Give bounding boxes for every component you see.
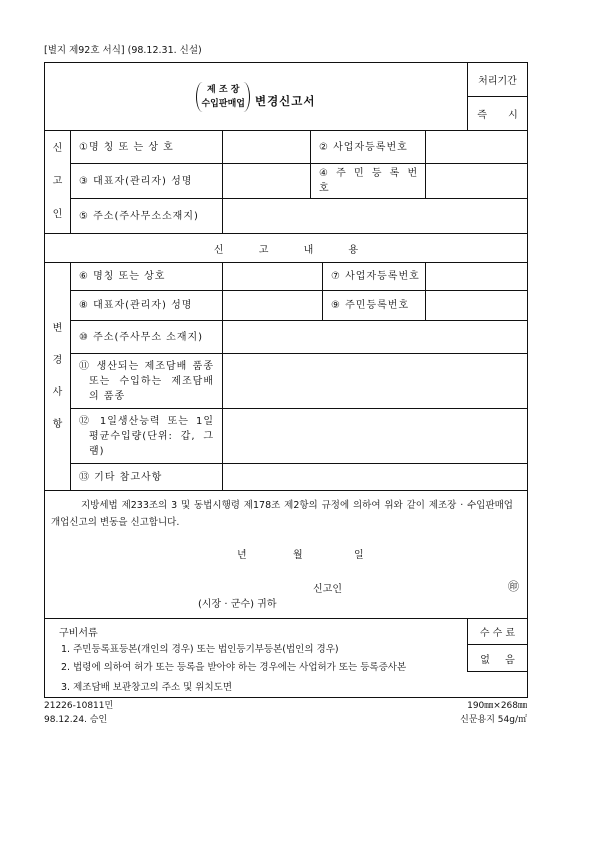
- form-header-note: [별지 제92호 서식] (98.12.31. 신설): [44, 45, 202, 56]
- changes-name-value: [222, 262, 323, 291]
- reporter-rrn-label: ④ 주 민 등 록 번 호: [310, 163, 426, 199]
- fee-label: 수 수 료: [479, 628, 516, 639]
- processing-period-label-cell: [467, 62, 528, 97]
- changes-rrn-value: [425, 290, 528, 321]
- changes-address-label: ⑩ 주소(주사무소 소재지): [70, 320, 223, 354]
- changes-remarks-value: [222, 463, 528, 491]
- changes-section-char: 변: [52, 322, 63, 334]
- fee-label-cell: [467, 618, 528, 645]
- changes-biz-no-label: ⑦ 사업자등록번호: [322, 262, 426, 291]
- changes-product-label: ⑪ 생산되는 제조담배 품종 또는 수입하는 제조담배의 품종: [79, 360, 214, 402]
- seal-icon: ㊞: [508, 580, 519, 593]
- required-document-item: 3. 제조담배 보관창고의 주소 및 위치도면: [61, 682, 232, 693]
- reporter-section-char: 고: [52, 176, 63, 187]
- paper-type: 신문용지 54g/㎡: [460, 715, 527, 725]
- form-number: 21226-10811민: [44, 701, 114, 711]
- content-heading-cell: [44, 233, 528, 263]
- declaration-statement: 지방세법 제233조의 3 및 동법시행령 제178조 제2항의 규정에 의하여 위와 같이 제조장 · 수입판매업 개업신고의 변동을 신고합니다.: [51, 500, 513, 528]
- changes-product-label-cell: [70, 353, 223, 409]
- fee-value: 없 음: [480, 654, 515, 666]
- title-main: 변경신고서: [254, 93, 316, 108]
- required-document-item: 2. 법령에 의하여 허가 또는 등록을 받아야 하는 경우에는 사업허가 또는 등록증사본: [61, 662, 407, 673]
- reporter-signature-label: 신고인: [313, 584, 342, 595]
- processing-period-value: 즉 시: [477, 110, 518, 121]
- addressee: (시장 · 군수) 귀하: [198, 599, 277, 610]
- reporter-name-value: [222, 130, 311, 164]
- changes-section-label: [44, 262, 71, 491]
- required-document-item: 1. 주민등록표등본(개인의 경우) 또는 법인등기부등본(법인의 경우): [61, 644, 339, 655]
- reporter-representative-value: [222, 163, 311, 199]
- changes-remarks-label: ⑬ 기타 참고사항: [70, 463, 223, 491]
- required-documents-section: [44, 618, 528, 698]
- reporter-biz-no-label: ② 사업자등록번호: [310, 130, 426, 164]
- changes-capacity-value: [222, 408, 528, 464]
- reporter-section-label: [44, 130, 71, 234]
- processing-period-value-cell: [467, 96, 528, 131]
- reporter-section-char: 신: [52, 143, 63, 154]
- changes-capacity-label-cell: [70, 408, 223, 464]
- content-heading: 신 고 내 용: [213, 244, 371, 256]
- reporter-representative-label: ③ 대표자(관리자) 성명: [70, 163, 223, 199]
- changes-representative-value: [222, 290, 323, 321]
- reporter-rrn-value: [425, 163, 528, 199]
- reporter-address-value: [222, 198, 528, 234]
- title-business-type-1: 제 조 장: [207, 84, 240, 95]
- changes-address-value: [222, 320, 528, 354]
- changes-capacity-label: ⑫ 1일생산능력 또는 1일 평균수입량(단위: 갑, 그램): [79, 415, 214, 457]
- changes-product-value: [222, 353, 528, 409]
- changes-representative-label: ⑧ 대표자(관리자) 성명: [70, 290, 223, 321]
- declaration-section: [44, 490, 528, 619]
- changes-section-char: 항: [52, 418, 63, 430]
- title-cell: [44, 62, 468, 131]
- reporter-address-label: ⑤ 주소(주사무소소재지): [70, 198, 223, 234]
- date-day-label: 일: [354, 550, 364, 561]
- required-documents-heading: 구비서류: [59, 628, 98, 639]
- processing-period-label: 처리기간: [478, 76, 517, 87]
- business-type-bracket: [196, 82, 249, 112]
- reporter-section-char: 인: [52, 209, 63, 220]
- form-title: [196, 82, 315, 112]
- changes-rrn-label: ⑨ 주민등록번호: [322, 290, 426, 321]
- reporter-biz-no-value: [425, 130, 528, 164]
- date-month-label: 월: [293, 550, 303, 561]
- title-business-type-2: 수입판매업: [201, 98, 245, 109]
- date-year-label: 년: [237, 550, 247, 561]
- changes-biz-no-value: [425, 262, 528, 291]
- fee-value-cell: [467, 644, 528, 672]
- paper-size: 190㎜×268㎜: [467, 701, 527, 711]
- changes-name-label: ⑥ 명칭 또는 상호: [70, 262, 223, 291]
- changes-section-char: 경: [52, 354, 63, 366]
- changes-section-char: 사: [52, 386, 63, 398]
- approval-date: 98.12.24. 승인: [44, 715, 108, 725]
- reporter-name-label: ①명 칭 또 는 상 호: [70, 130, 223, 164]
